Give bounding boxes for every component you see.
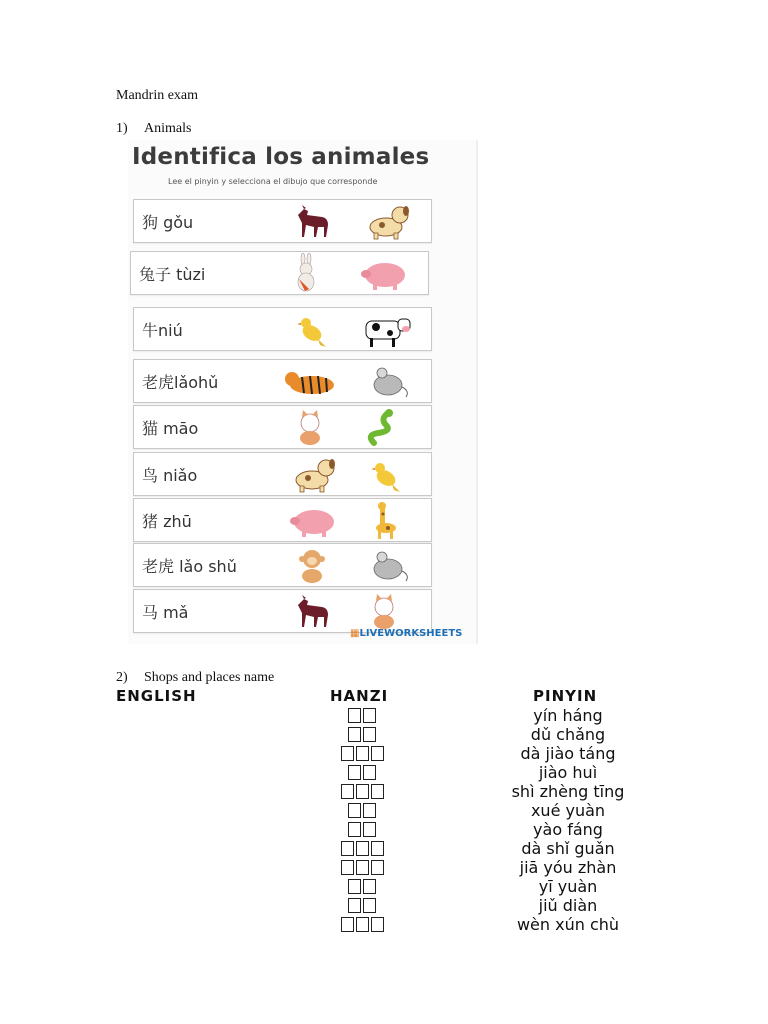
- worksheet-row: [133, 405, 432, 449]
- hanzi-cell: [310, 706, 414, 725]
- missing-glyph-icon: [356, 784, 369, 799]
- worksheet-row-label: 狗 gǒu: [142, 213, 194, 232]
- worksheet-row-label: 猪 zhū: [142, 512, 192, 531]
- worksheet-row-label: 牛niú: [142, 321, 183, 340]
- section-1-number: 1): [116, 121, 128, 136]
- hanzi-cell: [310, 839, 414, 858]
- missing-glyph-icon: [348, 765, 361, 780]
- missing-glyph-icon: [363, 708, 376, 723]
- pig-icon[interactable]: [282, 500, 342, 540]
- worksheet-row: [133, 307, 432, 351]
- worksheet-row-label: 鸟 niǎo: [142, 466, 198, 485]
- horse-icon[interactable]: [282, 591, 342, 631]
- pinyin-cell: dǔ chǎng: [530, 725, 606, 744]
- horse-icon[interactable]: [282, 201, 342, 241]
- logo-mark-icon: ▦: [350, 628, 360, 639]
- worksheet-row: [133, 199, 432, 243]
- worksheet-subtitle: Lee el pinyin y selecciona el dibujo que corresponde: [168, 177, 378, 186]
- hanzi-cell: [310, 782, 414, 801]
- column-header-english: ENGLISH: [116, 687, 197, 705]
- hanzi-cell: [310, 915, 414, 934]
- pinyin-cell: dà jiào táng: [520, 744, 616, 763]
- missing-glyph-icon: [348, 708, 361, 723]
- pinyin-cell: yín háng: [533, 706, 603, 725]
- missing-glyph-icon: [348, 727, 361, 742]
- missing-glyph-icon: [363, 879, 376, 894]
- hanzi-cell: [310, 744, 414, 763]
- giraffe-icon[interactable]: [356, 500, 416, 540]
- pinyin-cell: yī yuàn: [538, 877, 598, 896]
- pig-icon[interactable]: [353, 253, 413, 293]
- missing-glyph-icon: [341, 917, 354, 932]
- missing-glyph-icon: [363, 822, 376, 837]
- pinyin-column: [468, 706, 668, 934]
- hanzi-column: [310, 706, 414, 934]
- missing-glyph-icon: [341, 841, 354, 856]
- pinyin-cell: jiào huì: [538, 763, 598, 782]
- hanzi-cell: [310, 896, 414, 915]
- worksheet-image: [128, 140, 478, 644]
- section-1-heading: [116, 121, 191, 137]
- missing-glyph-icon: [363, 765, 376, 780]
- section-2-label: Shops and places name: [144, 670, 275, 685]
- worksheet-row: [133, 543, 432, 587]
- missing-glyph-icon: [363, 727, 376, 742]
- cat-icon[interactable]: [356, 591, 416, 631]
- missing-glyph-icon: [348, 898, 361, 913]
- snake-icon[interactable]: [356, 407, 416, 447]
- missing-glyph-icon: [356, 917, 369, 932]
- mouse-icon[interactable]: [356, 361, 416, 401]
- missing-glyph-icon: [356, 841, 369, 856]
- dog-icon[interactable]: [282, 454, 342, 494]
- dog-icon[interactable]: [356, 201, 416, 241]
- liveworksheets-logo: [350, 628, 462, 639]
- cat-icon[interactable]: [282, 407, 342, 447]
- bird-icon[interactable]: [282, 309, 342, 349]
- hanzi-cell: [310, 820, 414, 839]
- worksheet-row: [133, 589, 432, 633]
- worksheet-row-label: 老虎lǎohǔ: [142, 373, 219, 392]
- pinyin-cell: wèn xún chù: [516, 915, 620, 934]
- column-header-hanzi: HANZI: [330, 687, 389, 705]
- worksheet-row: [133, 359, 432, 403]
- worksheet-row-label: 兔子 tùzi: [139, 265, 206, 284]
- hanzi-cell: [310, 877, 414, 896]
- pinyin-cell: xué yuàn: [530, 801, 606, 820]
- worksheet-title: Identifica los animales: [132, 144, 430, 170]
- missing-glyph-icon: [341, 784, 354, 799]
- missing-glyph-icon: [371, 784, 384, 799]
- tiger-icon[interactable]: [282, 361, 342, 401]
- missing-glyph-icon: [348, 879, 361, 894]
- missing-glyph-icon: [371, 841, 384, 856]
- pinyin-cell: dà shǐ guǎn: [521, 839, 615, 858]
- worksheet-row: [133, 452, 432, 496]
- missing-glyph-icon: [371, 917, 384, 932]
- section-1-label: Animals: [144, 121, 192, 136]
- missing-glyph-icon: [356, 746, 369, 761]
- missing-glyph-icon: [341, 746, 354, 761]
- missing-glyph-icon: [341, 860, 354, 875]
- section-2-heading: [116, 670, 274, 686]
- hanzi-cell: [310, 725, 414, 744]
- worksheet-row: [130, 251, 429, 295]
- worksheet-row: [133, 498, 432, 542]
- missing-glyph-icon: [356, 860, 369, 875]
- pinyin-cell: jiā yóu zhàn: [519, 858, 617, 877]
- hanzi-cell: [310, 763, 414, 782]
- worksheet-row-label: 猫 māo: [142, 419, 199, 438]
- pinyin-cell: jiǔ diàn: [538, 896, 598, 915]
- pinyin-cell: shì zhèng tīng: [511, 782, 625, 801]
- missing-glyph-icon: [348, 822, 361, 837]
- missing-glyph-icon: [348, 803, 361, 818]
- pinyin-cell: yào fáng: [533, 820, 603, 839]
- document-title: Mandrin exam: [116, 88, 199, 103]
- hanzi-cell: [310, 801, 414, 820]
- hanzi-cell: [310, 858, 414, 877]
- worksheet-row-label: 马 mǎ: [142, 603, 189, 622]
- bird-icon[interactable]: [356, 454, 416, 494]
- worksheet-row-label: 老虎 lǎo shǔ: [142, 557, 237, 576]
- mouse-icon[interactable]: [356, 545, 416, 585]
- monkey-icon[interactable]: [282, 545, 342, 585]
- missing-glyph-icon: [371, 746, 384, 761]
- logo-text: LIVEWORKSHEETS: [359, 628, 463, 639]
- cow-icon[interactable]: [356, 309, 416, 349]
- column-header-pinyin: PINYIN: [533, 687, 598, 705]
- missing-glyph-icon: [363, 898, 376, 913]
- rabbit-icon[interactable]: [279, 253, 339, 293]
- missing-glyph-icon: [363, 803, 376, 818]
- missing-glyph-icon: [371, 860, 384, 875]
- section-2-number: 2): [116, 670, 128, 685]
